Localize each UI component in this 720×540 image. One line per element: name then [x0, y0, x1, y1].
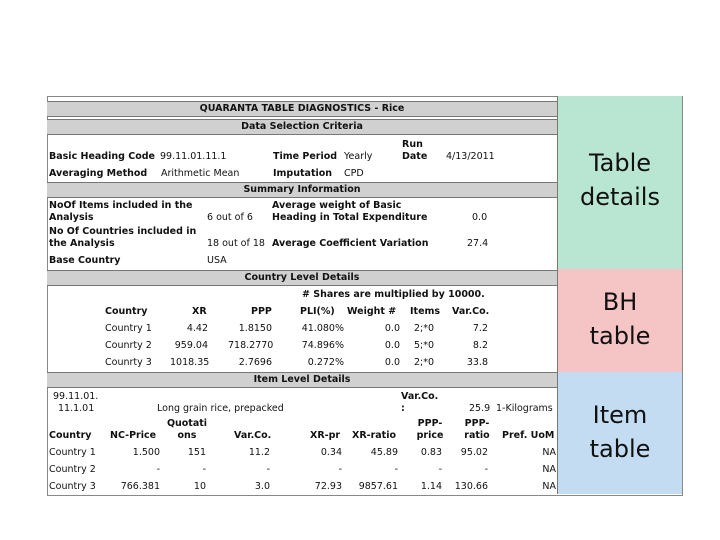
country-row-1-xr: 4.42	[186, 323, 208, 334]
shares-note: # Shares are multiplied by 10000.	[302, 289, 485, 300]
country-row-2-weight: 0.0	[384, 340, 400, 351]
avg-cv-label: Average Coefficient Variation	[272, 238, 429, 249]
icol-quotations-2: ons	[177, 430, 197, 441]
basic-heading-value: 99.11.01.11.1	[160, 151, 227, 162]
bh-table-line-1: BH	[602, 288, 638, 316]
icol-ppp-price-2: price	[416, 430, 444, 441]
item-level-heading: Item Level Details	[253, 374, 351, 385]
item-row-3-xr-ratio: 9857.61	[358, 481, 398, 492]
title-band	[47, 101, 557, 117]
col-xr: XR	[192, 306, 207, 317]
item-table-callout	[557, 372, 682, 494]
col-pli: PLI(%)	[300, 306, 335, 317]
item-row-3-pref-uom: NA	[542, 481, 556, 492]
item-row-2-country: Country 2	[49, 464, 96, 475]
time-period-value: Yearly	[344, 151, 373, 162]
item-row-1-pref-uom: NA	[542, 447, 556, 458]
avg-weight-label-2: Heading in Total Expenditure	[272, 212, 428, 223]
item-varco-label-2: :	[401, 403, 405, 414]
country-row-1-pli: 41.080%	[301, 323, 344, 334]
item-varco-label-1: Var.Co.	[401, 391, 439, 402]
summary-heading: Summary Information	[243, 184, 361, 195]
countries-value: 18 out of 18	[207, 238, 265, 249]
averaging-label: Averaging Method	[49, 168, 148, 179]
item-row-2-ppp-ratio: -	[484, 464, 488, 475]
run-date-label-2: Date	[402, 151, 428, 162]
col-country: Country	[105, 306, 148, 317]
imputation-value: CPD	[344, 168, 364, 179]
item-row-2-varco: -	[266, 464, 270, 475]
country-row-3-ppp: 2.7696	[238, 357, 272, 368]
base-country-value: USA	[207, 255, 227, 266]
item-row-1-ppp-ratio: 95.02	[460, 447, 488, 458]
item-row-3-nc-price: 766.381	[120, 481, 160, 492]
avg-cv-value: 27.4	[467, 238, 489, 249]
icol-xr-ratio: XR-ratio	[352, 430, 397, 441]
run-date-value: 4/13/2011	[446, 151, 495, 162]
country-row-3-varco: 33.8	[466, 357, 488, 368]
icol-quotations-1: Quotati	[166, 418, 208, 429]
basic-heading-label: Basic Heading Code	[49, 151, 155, 162]
country-row-2-xr: 959.04	[174, 340, 208, 351]
item-code-1: 99.11.01.	[53, 391, 99, 402]
icol-varco: Var.Co.	[234, 430, 272, 441]
bh-table-line-2: table	[589, 322, 651, 350]
table-details-line-1: Table	[588, 149, 652, 177]
item-table-line-1: Item	[592, 401, 648, 429]
summary-band	[47, 182, 557, 198]
country-row-1-items: 2;*0	[414, 323, 435, 334]
table-details-callout	[557, 96, 682, 270]
item-row-2-pref-uom: NA	[542, 464, 556, 475]
item-code-2: 11.1.01	[58, 403, 95, 414]
item-row-3-ppp-ratio: 130.66	[454, 481, 488, 492]
icol-pref-uom: Pref. UoM	[502, 430, 555, 441]
items-value: 6 out of 6	[207, 212, 253, 223]
countries-label-2: the Analysis	[49, 238, 115, 249]
item-row-1-varco: 11.2	[248, 447, 270, 458]
item-row-2-nc-price: -	[156, 464, 160, 475]
country-row-3-items: 2;*0	[414, 357, 435, 368]
imputation-label: Imputation	[273, 168, 333, 179]
country-row-2-pli: 74.896%	[301, 340, 344, 351]
item-row-3-varco: 3.0	[254, 481, 270, 492]
item-table-line-2: table	[589, 435, 651, 463]
country-row-3-xr: 1018.35	[170, 357, 210, 368]
item-description: Long grain rice, prepacked	[157, 403, 284, 414]
country-row-2-items: 5;*0	[414, 340, 435, 351]
col-weight: Weight #	[347, 306, 397, 317]
avg-weight-value: 0.0	[472, 212, 488, 223]
averaging-value: Arithmetic Mean	[161, 168, 240, 179]
item-row-3-ppp-price: 1.14	[420, 481, 442, 492]
item-row-2-ppp-price: -	[438, 464, 442, 475]
icol-nc-price: NC-Price	[110, 430, 157, 441]
item-row-3-xr-pr: 72.93	[314, 481, 342, 492]
base-country-label: Base Country	[49, 255, 121, 266]
data-selection-heading: Data Selection Criteria	[241, 121, 363, 132]
item-unit: 1-Kilograms	[496, 403, 553, 414]
table-details-line-2: details	[580, 183, 660, 211]
bh-table-callout	[557, 269, 682, 373]
country-row-2-country: Counrty 2	[105, 340, 152, 351]
item-row-1-nc-price: 1.500	[132, 447, 160, 458]
time-period-label: Time Period	[273, 151, 338, 162]
country-row-1-weight: 0.0	[384, 323, 400, 334]
item-row-1-xr-pr: 0.34	[320, 447, 342, 458]
col-ppp: PPP	[251, 306, 272, 317]
country-row-3-weight: 0.0	[384, 357, 400, 368]
col-items: Items	[410, 306, 441, 317]
item-row-1-ppp-price: 0.83	[420, 447, 442, 458]
country-level-heading: Country Level Details	[244, 272, 360, 283]
icol-ppp-ratio-1: PPP-	[464, 418, 490, 429]
run-date-label-1: Run	[402, 139, 423, 150]
item-row-1-xr-ratio: 45.89	[370, 447, 398, 458]
item-row-3-quotations: 10	[193, 481, 206, 492]
col-varco: Var.Co.	[452, 306, 490, 317]
country-row-3-pli: 0.272%	[307, 357, 344, 368]
item-row-3-country: Country 3	[49, 481, 96, 492]
icol-ppp-ratio-2: ratio	[464, 430, 490, 441]
item-row-2-xr-pr: -	[338, 464, 342, 475]
report-title: QUARANTA TABLE DIAGNOSTICS - Rice	[199, 103, 405, 114]
icol-xr-pr: XR-pr	[310, 430, 341, 441]
country-row-3-country: Counrty 3	[105, 357, 152, 368]
country-level-band	[47, 270, 557, 286]
country-row-1-ppp: 1.8150	[238, 323, 272, 334]
items-label-2: Analysis	[49, 212, 94, 223]
icol-country: Country	[49, 430, 92, 441]
country-row-1-varco: 7.2	[472, 323, 488, 334]
country-row-2-ppp: 718.2770	[228, 340, 274, 351]
data-selection-band	[47, 119, 557, 135]
item-level-band	[47, 372, 557, 388]
item-row-1-quotations: 151	[187, 447, 206, 458]
country-row-1-country: Country 1	[105, 323, 152, 334]
item-row-2-xr-ratio: -	[394, 464, 398, 475]
item-varco-value: 25.9	[469, 403, 491, 414]
items-label-1: NoOf Items included in the	[49, 200, 193, 211]
item-row-2-quotations: -	[202, 464, 206, 475]
avg-weight-label-1: Average weight of Basic	[272, 200, 402, 211]
country-row-2-varco: 8.2	[472, 340, 488, 351]
icol-ppp-price-1: PPP-	[417, 418, 443, 429]
item-row-1-country: Country 1	[49, 447, 96, 458]
countries-label-1: No Of Countries included in	[49, 226, 197, 237]
